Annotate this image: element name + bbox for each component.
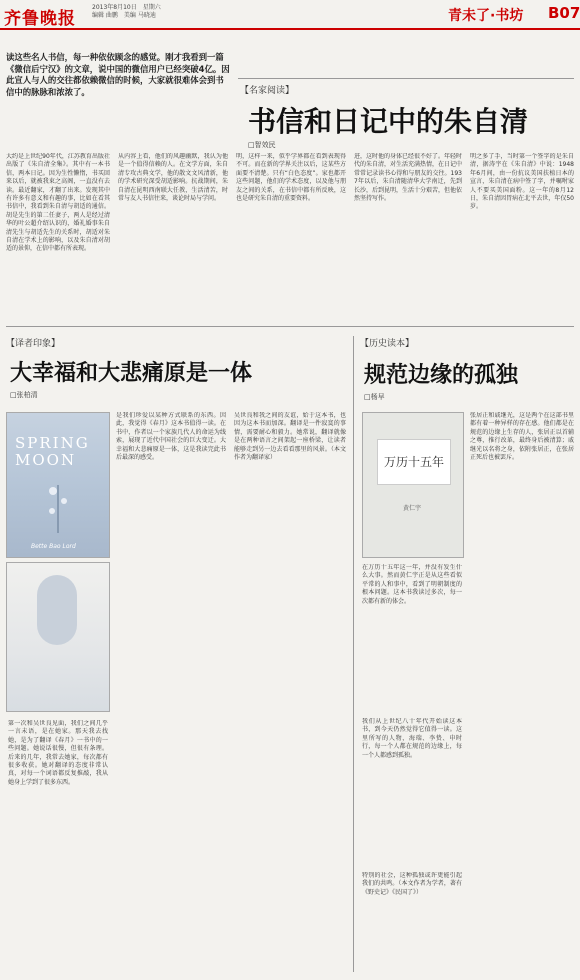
feature-top-rule (238, 78, 574, 79)
feature-column-1: 大约是上世纪90年代，江苏教育出版社出版了《朱自清全集》。其中有一本书信，两本日记。因为生性懒惰，书买回来以后，就被我束之高阁，一直没有去读。最近翻家，才翻了出来。发现其中有许多有意义和有趣的事，比如在看其书信中，我看到朱自清与胡适的通信。胡是先生的第二任妻子，两人是经过清华的叶公超介绍认识的，婚礼婚事朱自清先生与胡适先生的关系时，胡适对朱自清在学术上的影响，以及朱自清对胡适的景仰，在信中都有所表现。 (6, 153, 110, 253)
book-title-line-1: SPRING (15, 434, 90, 452)
editors-text: 编辑 曲鹏 美编 马晓迪 (92, 12, 156, 19)
blossom-illustration-icon (33, 477, 83, 533)
section-name: 青未了·书坊 (448, 8, 524, 24)
review-column-2: 是我们珍爱以某种方式联系的东西。因此，我觉得《春月》这本书值得一读。在书中，作者以一个家族几代人的命运为线索，展现了近代中国社会的巨大变迁。大幸福和大悲痛原是一体，这是我读完此书后最深的感受。 (116, 412, 226, 462)
review-column-1: 第一次和吴世良见面，我们之间几乎一言未语，是在她家。那天我去找她，是为了翻译《春月》一书中的一些问题。她说话很慢，但很有条理。后来的几年，我常去她家，每次都有很多收获。她对翻译的态度非常认真，对每一个词语都反复推敲，我从她身上学到了很多东西。 (8, 720, 108, 786)
feature-column-4: 进，这时他的身体已经很不好了。年轻时代的朱自清，对生活充满热情，在日记中常常记录读书心得和与朋友的交往。1937年以后，朱自清随清华大学南迁，先到长沙，后到昆明，生活十分艰苦，但他依然坚持写作。 (354, 153, 462, 203)
cover-portrait-shape (37, 575, 77, 645)
history-title: 规范边缘的孤独 (364, 362, 519, 388)
history-tag: 【历史读本】 (360, 339, 415, 349)
review-author: □张柏清 (10, 391, 38, 399)
history-column-3: 我们从上世纪八十年代开始读这本书，到今天仍然觉得它值得一读。这里所写的人物，海瑞、李贽、申时行，每一个人都在规范的边缘上，每一个人都感到孤独。 (362, 718, 462, 759)
review-title: 大幸福和大悲痛原是一体 (10, 360, 253, 386)
book-cover-author: Bette Bao Lord (31, 543, 76, 550)
section-divider (6, 326, 574, 327)
feature-tag: 【名家阅读】 (240, 86, 295, 96)
book-cover-author: 黄仁宇 (403, 505, 422, 512)
page-number: B07 (548, 4, 580, 22)
feature-column-2: 从内容上看，他们的风趣幽默，我认为他是一个值得信赖的人。在文学方面，朱自清专攻古典文学，他的散文文风清新，他的学术研究深受胡适影响。抗战期间，朱自清在昆明西南联大任教，生活清苦，时常与友人书信往来，谈论时局与学问。 (118, 153, 228, 203)
history-author: □杨早 (364, 393, 385, 401)
review-column-3: 吴世良和我之间的友谊，始于这本书，也因为这本书而加深。翻译是一件寂寞的事情，需要耐心和毅力。她常说，翻译就像是在两种语言之间架起一座桥梁，让读者能够走到另一边去看看那里的风景。（本文作者为翻译家） (234, 412, 346, 462)
vertical-divider (353, 336, 354, 972)
cover-title-panel (377, 439, 451, 485)
history-column-1: 张居正和戚继光，这是两个在这部书里都有着一种异样的存在感。他们都是在规范的边缘上生存的人，张居正以首辅之尊，推行改革，最终身后被清算；戚继光以名将之身，依附张居正，在张居正死后也被罢斥。 (470, 412, 574, 462)
feature-column-5: 明之多了手，当时第一个签字的是朱自清，据涛宇在《朱自清》中说：1948年6月间，由一份抗议美国扶植日本的宣言，朱自清在病中签了字，并嘱咐家人不要买美国面粉。这一年的8月12日，朱自清因胃病在北平去世，年仅50岁。 (470, 153, 574, 211)
review-tag: 【译者印象】 (6, 339, 61, 349)
dateline (92, 4, 161, 20)
wanli-book-cover (362, 412, 464, 558)
book-title-line-2: MOON (15, 451, 77, 469)
book-title: 万历十五年 (384, 455, 445, 469)
spring-moon-chinese-edition-cover (6, 562, 110, 712)
feature-author: □智效民 (248, 141, 276, 149)
feature-column-3: 明，这样一来，似乎学界都在看到表现得不可。而在新的学界关注以后，这某些方面要不清楚。只有“白色态度”。家也都开这些问题，他们的学术态度，以及他与朋友之间的关系，在书信中都有所反映，这也是研究朱自清的重要资料。 (236, 153, 346, 203)
history-column-4: 特别的社会，这种孤独或许更能引起我们的共鸣。（本文作者为学者，著有《野史记》《民国了》） (362, 872, 462, 896)
history-column-2: 在万历十五年这一年，并没有发生什么大事。然而黄仁宇正是从这些看似平常的人和事中，看到了明朝制度的根本问题。这本书我读过多次，每一次都有新的体会。 (362, 564, 462, 605)
feature-title: 书信和日记中的朱自清 (248, 105, 529, 138)
newspaper-logo: 齐鲁晚报 (4, 9, 76, 29)
intro-paragraph: 读这些名人书信，每一种依依顾念的感觉。刚才我看到一篇《微信后宁汉》的文章，说中国的微信用户已经突破4亿。因此宣人与人的交往都依赖微信的时候，大家就很难体会到书信中的脉脉和浓浓了。 (6, 52, 230, 97)
spring-moon-book-cover (6, 412, 110, 558)
date-text: 2013年8月10日 星期六 (92, 4, 161, 11)
